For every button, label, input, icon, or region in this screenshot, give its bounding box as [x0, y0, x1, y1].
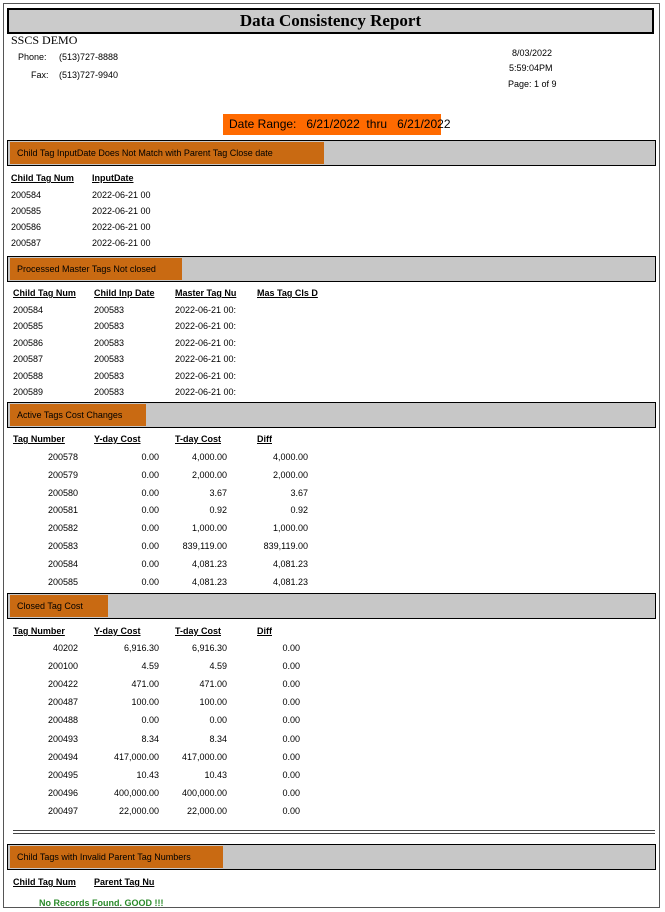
table-cell: 400,000.00: [181, 788, 227, 798]
column-header: Diff: [257, 626, 272, 636]
table-cell: 2022-06-21 00:: [175, 354, 237, 364]
table-cell: 471.00: [131, 679, 159, 689]
table-cell: 0.00: [282, 806, 300, 816]
table-cell: 200583: [94, 321, 125, 331]
table-cell: 2,000.00: [272, 470, 308, 480]
table-cell: 200583: [94, 387, 125, 397]
table-cell: 200586: [11, 222, 42, 232]
column-header: Child Tag Num: [11, 173, 74, 183]
table-cell: 200100: [47, 661, 78, 671]
column-header: Y-day Cost: [94, 626, 141, 636]
table-cell: 8.34: [209, 734, 227, 744]
table-cell: 6,916.30: [191, 643, 227, 653]
column-header: Tag Number: [13, 626, 65, 636]
section-header-invalid-parent-tags: [7, 844, 656, 870]
table-cell: 40202: [52, 643, 78, 653]
report-title: Data Consistency Report: [239, 11, 422, 30]
section-title: Active Tags Cost Changes: [10, 404, 146, 426]
fax-number: (513)727-9940: [59, 70, 119, 80]
table-cell: 200585: [47, 577, 78, 587]
column-header: Mas Tag Cls D: [257, 288, 318, 298]
divider-line: [13, 830, 655, 831]
table-cell: 2022-06-21 00:: [175, 371, 237, 381]
table-cell: 22,000.00: [186, 806, 227, 816]
table-cell: 0.00: [141, 523, 159, 533]
table-cell: 4.59: [141, 661, 159, 671]
table-cell: 4,000.00: [191, 452, 227, 462]
phone-label: Phone:: [18, 52, 47, 62]
table-cell: 839,119.00: [263, 541, 308, 551]
table-cell: 1,000.00: [272, 523, 308, 533]
table-cell: 200584: [47, 559, 78, 569]
table-cell: 0.00: [282, 697, 300, 707]
section-header-active-tags-cost: [7, 402, 656, 428]
table-cell: 200583: [47, 541, 78, 551]
table-cell: 0.92: [290, 505, 308, 515]
column-header: Parent Tag Nu: [94, 877, 155, 887]
table-cell: 200583: [94, 338, 125, 348]
table-cell: 200585: [11, 206, 42, 216]
table-cell: 0.00: [141, 470, 159, 480]
table-cell: 2022-06-21 00: [92, 206, 151, 216]
table-cell: 0.00: [282, 661, 300, 671]
table-cell: 200494: [47, 752, 78, 762]
table-cell: 0.00: [141, 488, 159, 498]
table-cell: 4,081.23: [272, 559, 308, 569]
column-header: Child Inp Date: [94, 288, 155, 298]
table-cell: 200584: [13, 305, 44, 315]
table-cell: 200587: [11, 238, 42, 248]
table-cell: 200582: [47, 523, 78, 533]
table-cell: 2022-06-21 00: [92, 190, 151, 200]
table-cell: 200422: [47, 679, 78, 689]
column-header: Tag Number: [13, 434, 65, 444]
table-cell: 200578: [47, 452, 78, 462]
table-cell: 3.67: [290, 488, 308, 498]
table-cell: 4.59: [209, 661, 227, 671]
table-cell: 400,000.00: [113, 788, 159, 798]
table-cell: 6,916.30: [123, 643, 159, 653]
column-header: T-day Cost: [175, 434, 222, 444]
table-cell: 200586: [13, 338, 44, 348]
table-cell: 0.00: [282, 752, 300, 762]
table-cell: 200580: [47, 488, 78, 498]
table-cell: 200583: [94, 354, 125, 364]
table-cell: 200583: [94, 305, 125, 315]
section-header-closed-tag-cost: [7, 593, 656, 619]
table-cell: 1,000.00: [191, 523, 227, 533]
page-number: Page: 1 of 9: [508, 79, 557, 89]
table-cell: 10.43: [204, 770, 227, 780]
fax-label: Fax:: [31, 70, 49, 80]
table-cell: 0.00: [141, 541, 159, 551]
table-cell: 100.00: [199, 697, 227, 707]
table-cell: 2022-06-21 00:: [175, 305, 237, 315]
report-time: 5:59:04PM: [509, 63, 553, 73]
table-cell: 200589: [13, 387, 44, 397]
date-range-banner: Date Range: 6/21/2022 thru 6/21/2022: [223, 114, 441, 135]
table-cell: 0.00: [282, 715, 300, 725]
section-header-master-tags-not-closed: [7, 256, 656, 282]
table-cell: 417,000.00: [181, 752, 227, 762]
section-title: Child Tags with Invalid Parent Tag Numbers: [10, 846, 223, 868]
table-cell: 200495: [47, 770, 78, 780]
column-header: Diff: [257, 434, 272, 444]
table-cell: 200579: [47, 470, 78, 480]
table-cell: 200493: [47, 734, 78, 744]
table-cell: 200583: [94, 371, 125, 381]
table-cell: 0.00: [141, 577, 159, 587]
table-cell: 2022-06-21 00:: [175, 387, 237, 397]
table-cell: 2022-06-21 00:: [175, 321, 237, 331]
column-header: T-day Cost: [175, 626, 222, 636]
table-cell: 2,000.00: [191, 470, 227, 480]
section-title: Closed Tag Cost: [10, 595, 108, 617]
table-cell: 100.00: [131, 697, 159, 707]
table-cell: 200587: [13, 354, 44, 364]
column-header: Child Tag Num: [13, 877, 76, 887]
table-cell: 200496: [47, 788, 78, 798]
table-cell: 200585: [13, 321, 44, 331]
column-header: Y-day Cost: [94, 434, 141, 444]
table-cell: 200497: [47, 806, 78, 816]
section-title: Child Tag InputDate Does Not Match with Parent Tag Close date: [10, 142, 324, 164]
table-cell: 2022-06-21 00: [92, 238, 151, 248]
table-cell: 10.43: [136, 770, 159, 780]
table-cell: 839,119.00: [182, 541, 227, 551]
table-cell: 0.92: [209, 505, 227, 515]
table-cell: 0.00: [282, 679, 300, 689]
table-cell: 8.34: [141, 734, 159, 744]
table-cell: 0.00: [141, 452, 159, 462]
table-cell: 0.00: [282, 770, 300, 780]
table-cell: 3.67: [209, 488, 227, 498]
table-cell: 200588: [13, 371, 44, 381]
table-cell: 22,000.00: [118, 806, 159, 816]
section-header-input-date-mismatch: [7, 140, 656, 166]
table-cell: 2022-06-21 00: [92, 222, 151, 232]
report-title-bar: [7, 8, 654, 34]
table-cell: 4,081.23: [191, 559, 227, 569]
table-cell: 4,081.23: [272, 577, 308, 587]
table-cell: 0.00: [282, 734, 300, 744]
column-header: Master Tag Nu: [175, 288, 237, 298]
table-cell: 200487: [47, 697, 78, 707]
table-cell: 0.00: [141, 715, 159, 725]
column-header: Child Tag Num: [13, 288, 76, 298]
table-cell: 200584: [11, 190, 42, 200]
divider-line: [13, 833, 655, 834]
report-date: 8/03/2022: [512, 48, 553, 58]
table-cell: 4,081.23: [191, 577, 227, 587]
table-cell: 200581: [47, 505, 78, 515]
section-title: Processed Master Tags Not closed: [10, 258, 182, 280]
table-cell: 471.00: [199, 679, 227, 689]
column-header: InputDate: [92, 173, 134, 183]
phone-number: (513)727-8888: [59, 52, 119, 62]
table-cell: 0.00: [141, 559, 159, 569]
table-cell: 2022-06-21 00:: [175, 338, 237, 348]
table-cell: 0.00: [141, 505, 159, 515]
table-cell: 417,000.00: [113, 752, 159, 762]
table-cell: 200488: [47, 715, 78, 725]
company-name: SSCS DEMO: [11, 33, 78, 47]
table-cell: 0.00: [282, 643, 300, 653]
table-cell: 0.00: [209, 715, 227, 725]
table-cell: 0.00: [282, 788, 300, 798]
table-cell: 4,000.00: [272, 452, 308, 462]
no-records-message: No Records Found. GOOD !!!: [39, 898, 164, 908]
